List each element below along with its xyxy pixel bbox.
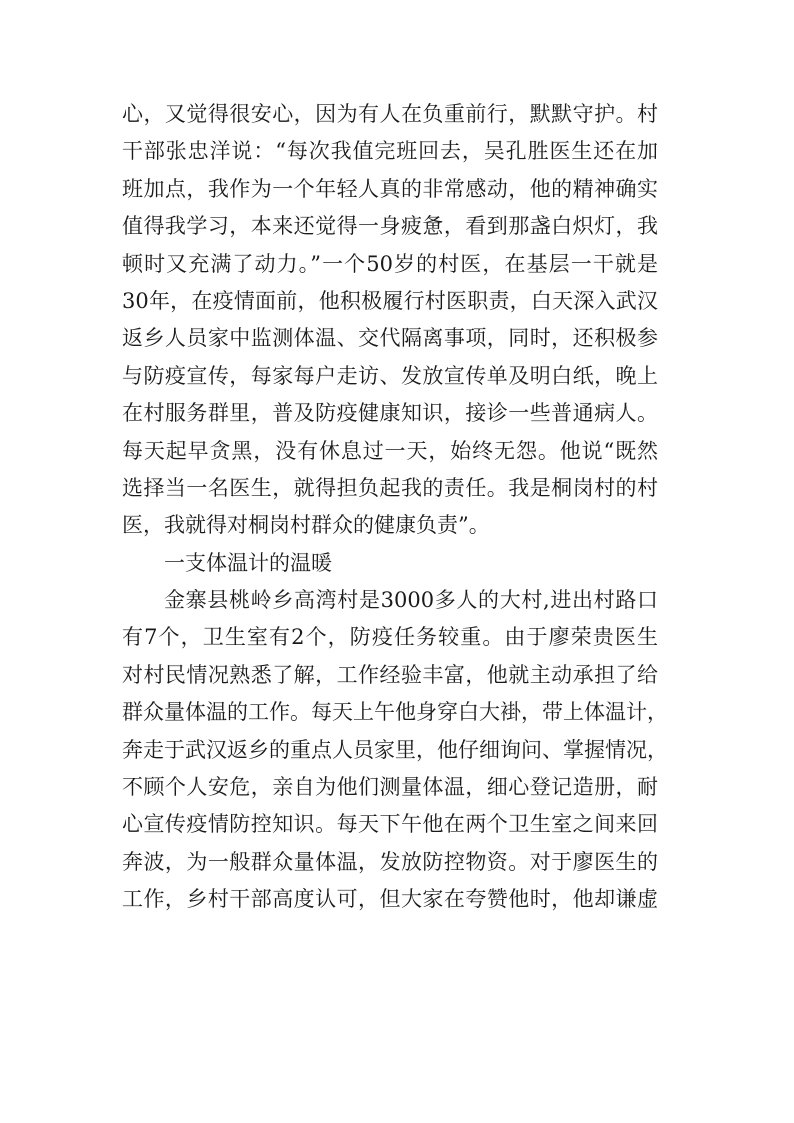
text-line: 干部张忠洋说：“每次我值完班回去，吴孔胜医生还在加 [122,139,658,164]
text-line: 班加点，我作为一个年轻人真的非常感动，他的精神确实 [122,176,658,201]
text-line: 选择当一名医生，就得担负起我的责任。我是桐岗村的村 [122,475,658,500]
text-line: 不顾个人安危，亲自为他们测量体温，细心登记造册，耐 [122,775,658,800]
text-line: 返乡人员家中监测体温、交代隔离事项，同时，还积极参 [122,326,658,351]
text-line: 与防疫宣传，每家每户走访、发放宣传单及明白纸，晚上 [122,363,658,388]
text-line: 群众量体温的工作。每天上午他身穿白大褂，带上体温计， [122,700,668,725]
text-line: 对村民情况熟悉了解，工作经验丰富，他就主动承担了给 [122,662,658,687]
text-line: 奔波，为一般群众量体温，发放防控物资。对于廖医生的 [122,849,658,874]
text-line: 奔走于武汉返乡的重点人员家里，他仔细询问、掌握情况， [122,737,668,762]
text-line: 金寨县桃岭乡高湾村是3000多人的大村,进出村路口 [164,588,658,613]
text-line: 在村服务群里，普及防疫健康知识，接诊一些普通病人。 [122,401,658,426]
text-line: 心宣传疫情防控知识。每天下午他在两个卫生室之间来回 [122,812,658,837]
text-line: 心，又觉得很安心，因为有人在负重前行，默默守护。村 [122,102,658,126]
text-line: 顿时又充满了动力。”一个50岁的村医，在基层一干就是 [122,251,658,276]
document-body [122,96,668,919]
text-line: 30年，在疫情面前，他积极履行村医职责，白天深入武汉 [122,288,658,313]
text-line: 每天起早贪黑，没有休息过一天，始终无怨。他说“既然 [122,438,658,463]
section-heading: 一支体温计的温暖 [164,550,332,575]
text-line: 值得我学习，本来还觉得一身疲惫，看到那盏白炽灯，我 [122,214,658,239]
text-line: 有7个，卫生室有2个，防疫任务较重。由于廖荣贵医生 [122,625,658,650]
text-line: 医，我就得对桐岗村群众的健康负责”。 [122,513,490,538]
text-line: 工作，乡村干部高度认可，但大家在夸赞他时，他却谦虚 [122,887,658,912]
